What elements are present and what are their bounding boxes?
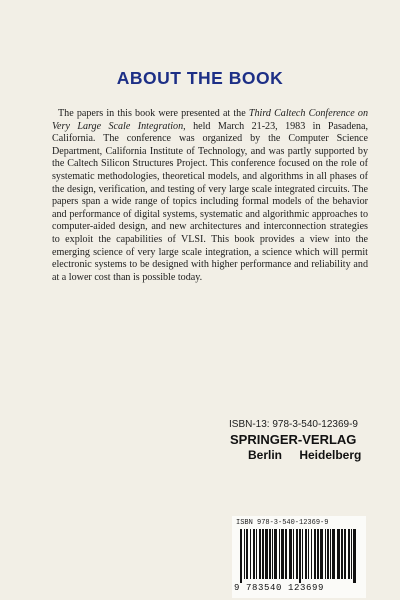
barcode-label	[232, 516, 366, 598]
barcode-icon	[238, 529, 360, 583]
page-heading: ABOUT THE BOOK	[116, 68, 284, 88]
publisher-name: SPRINGER-VERLAG	[230, 432, 357, 447]
book-description	[52, 108, 368, 284]
barcode-isbn-text: ISBN 978-3-540-12369-9	[236, 519, 329, 527]
barcode-digits: 9 783540 123699	[234, 583, 325, 593]
publisher-cities: Berlin Heidelberg	[248, 448, 362, 462]
description-intro: The papers in this book were presented at the	[58, 108, 249, 119]
description-rest: , held March 21-23, 1983 in Pasadena, California. The conference was organized by the Computer Science Department, California Institute of Technology, and was partly supported by the Caltech Silicon Structures Project. This conference focused on the role of systematic methodologies, theoretical models, and algorithms in all phases of the design, verification, and testing of very large scale integrated circuits. The papers span a wide range of topics including formal models of the behavior and performance of digital systems, systematic and algorithmic approaches to computer-aided design, and new architectures and interconnection strategies to exploit the capabilities of VLSI. This book provides a view into the emerging science of very large scale integration, a science which will permit electronic systems to be designed with higher performance and reliability and at a lower cost than is possible today.	[52, 120, 368, 283]
isbn-13: ISBN-13: 978-3-540-12369-9	[229, 419, 358, 430]
conference-name: Third Caltech Conference on Very Large Scale Integration	[52, 108, 368, 132]
